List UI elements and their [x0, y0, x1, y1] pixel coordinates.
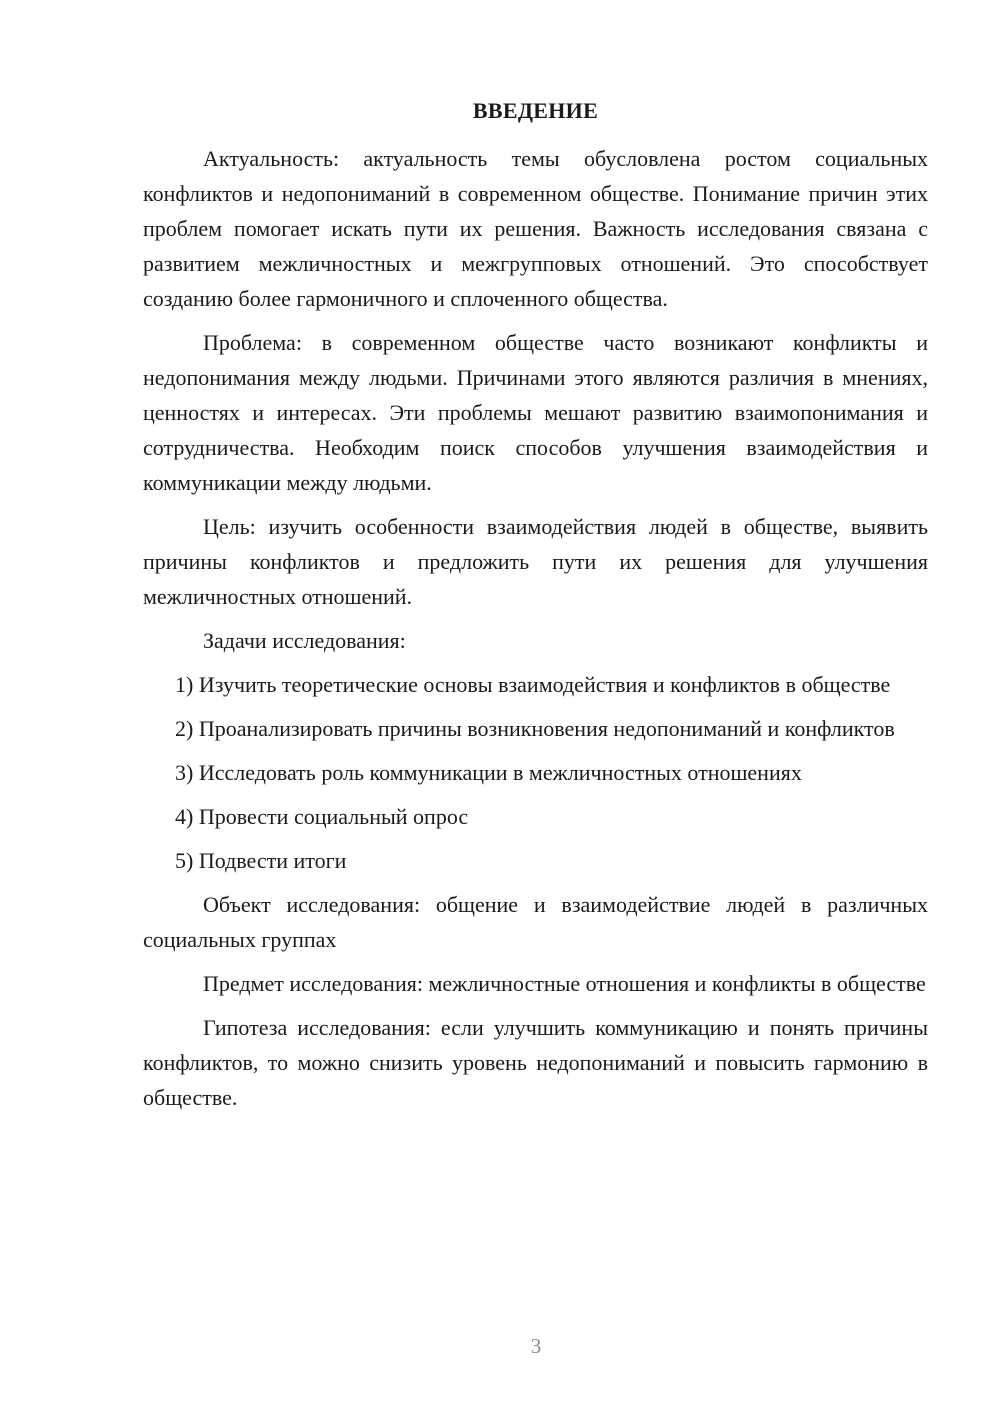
page-number: 3 — [530, 1334, 542, 1358]
page-title: ВВЕДЕНИЕ — [472, 98, 599, 123]
goal-paragraph: Цель: изучить особенности взаимодействия людей в обществе, выявить причины конфликтов и предложить пути их решения для улучшения межличностных отношений. — [143, 514, 928, 609]
tasks-list — [143, 667, 928, 878]
subject-paragraph: Предмет исследования: межличностные отношения и конфликты в обществе — [203, 971, 926, 996]
problem-paragraph: Проблема: в современном обществе часто возникают конфликты и недопонимания между людьми. Причинами этого являются различия в мнениях, ценностях и интересах. Эти проблемы мешают развитию взаимопонимания и сотрудничества. Необходим поиск способов улучшения взаимодействия и коммуникации между людьми. — [143, 330, 928, 495]
tasks-heading: Задачи исследования: — [203, 628, 406, 653]
relevance-paragraph: Актуальность: актуальность темы обусловлена ростом социальных конфликтов и недопониманий в современном обществе. Понимание причин этих проблем помогает искать пути их решения. Важность исследования связана с развитием межличностных и межгрупповых отношений. Это способствует созданию более гармоничного и сплоченного общества. — [143, 146, 928, 311]
list-item: 3) Исследовать роль коммуникации в межличностных отношениях — [175, 760, 802, 785]
hypothesis-paragraph: Гипотеза исследования: если улучшить коммуникацию и понять причины конфликтов, то можно снизить уровень недопониманий и повысить гармонию в обществе. — [143, 1015, 928, 1110]
list-item: 5) Подвести итоги — [175, 848, 347, 873]
list-item: 1) Изучить теоретические основы взаимодействия и конфликтов в обществе — [175, 672, 891, 697]
list-item: 2) Проанализировать причины возникновения недопониманий и конфликтов — [175, 716, 895, 741]
list-item: 4) Провести социальный опрос — [175, 804, 469, 829]
page-content — [143, 94, 928, 1124]
object-paragraph: Объект исследования: общение и взаимодействие людей в различных социальных группах — [143, 892, 928, 952]
